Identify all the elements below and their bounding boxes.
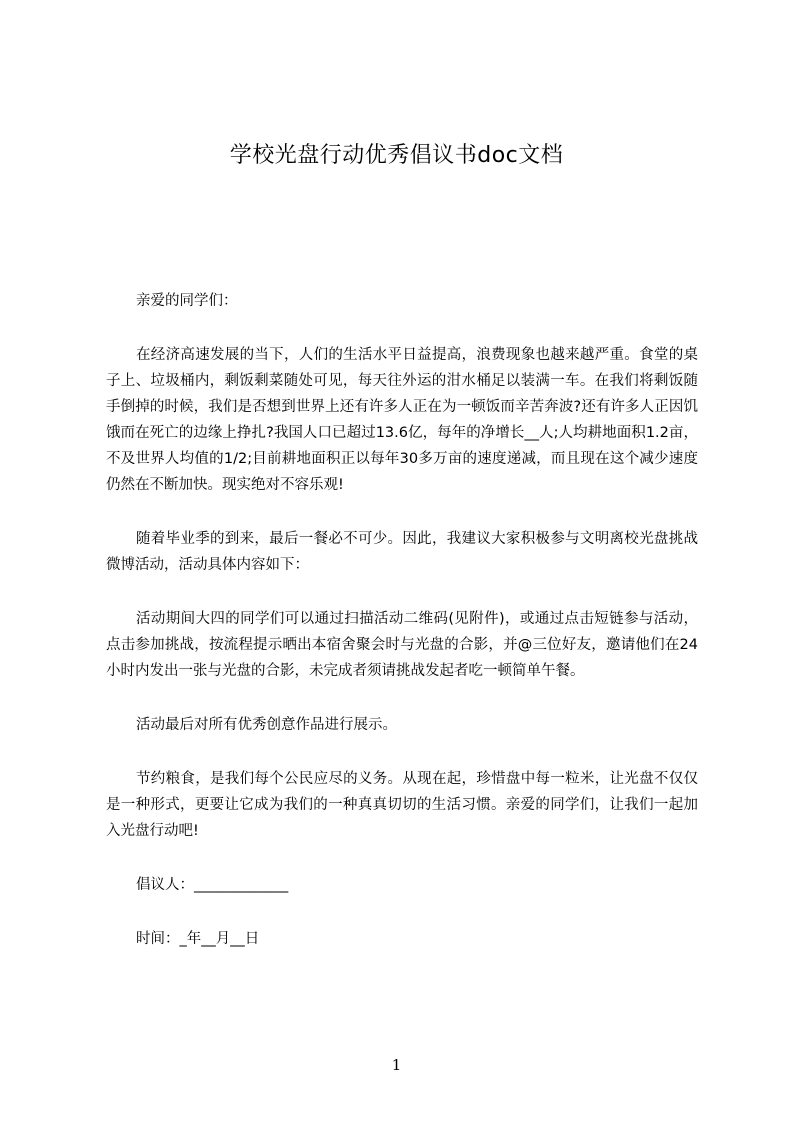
proposer-line: 倡议人：_____________ [136,877,289,893]
paragraph-conclusion: 节约粮食，是我们每个公民应尽的义务。从现在起，珍惜盘中每一粒米，让光盘不仅仅是一种形式，更要让它成为我们的一种真真切切的生活习惯。亲爱的同学们，让我们一起加入光盘行动吧! [106,771,698,839]
paragraph-activity-details: 活动期间大四的同学们可以通过扫描活动二维码(见附件)，或通过点击短链参与活动，点击参加挑战，按流程提示晒出本宿舍聚会时与光盘的合影，并@三位好友，邀请他们在24小时内发出一张与光盘的合影，未完成者须请挑战发起者吃一顿简单午餐。 [106,611,698,679]
paragraph-showcase: 活动最后对所有优秀创意作品进行展示。 [136,717,397,733]
document-body [106,288,698,980]
page-number: 1 [391,1056,402,1074]
date-line: 时间：_年__月__日 [136,931,260,947]
document-title: 学校光盘行动优秀倡议书doc文档 [229,143,564,168]
paragraph-proposal: 随着毕业季的到来，最后一餐必不可少。因此，我建议大家积极参与文明离校光盘挑战微博活动，活动具体内容如下： [106,531,698,573]
paragraph-waste-problem: 在经济高速发展的当下，人们的生活水平日益提高，浪费现象也越来越严重。食堂的桌子上、垃圾桶内，剩饭剩菜随处可见，每天往外运的泔水桶足以装满一车。在我们将剩饭随手倒掉的时候，我们是否想到世界上还有许多人正在为一顿饭而辛苦奔波?还有许多人正因饥饿而在死亡的边缘上挣扎?我国人口已超过13.6亿，每年的净增长__人;人均耕地面积1.2亩，不及世界人均值的1/2;目前耕地面积正以每年30多万亩的速度递减，而且现在这个减少速度仍然在不断加快。现实绝对不容乐观! [106,347,698,493]
salutation: 亲爱的同学们： [136,293,238,309]
